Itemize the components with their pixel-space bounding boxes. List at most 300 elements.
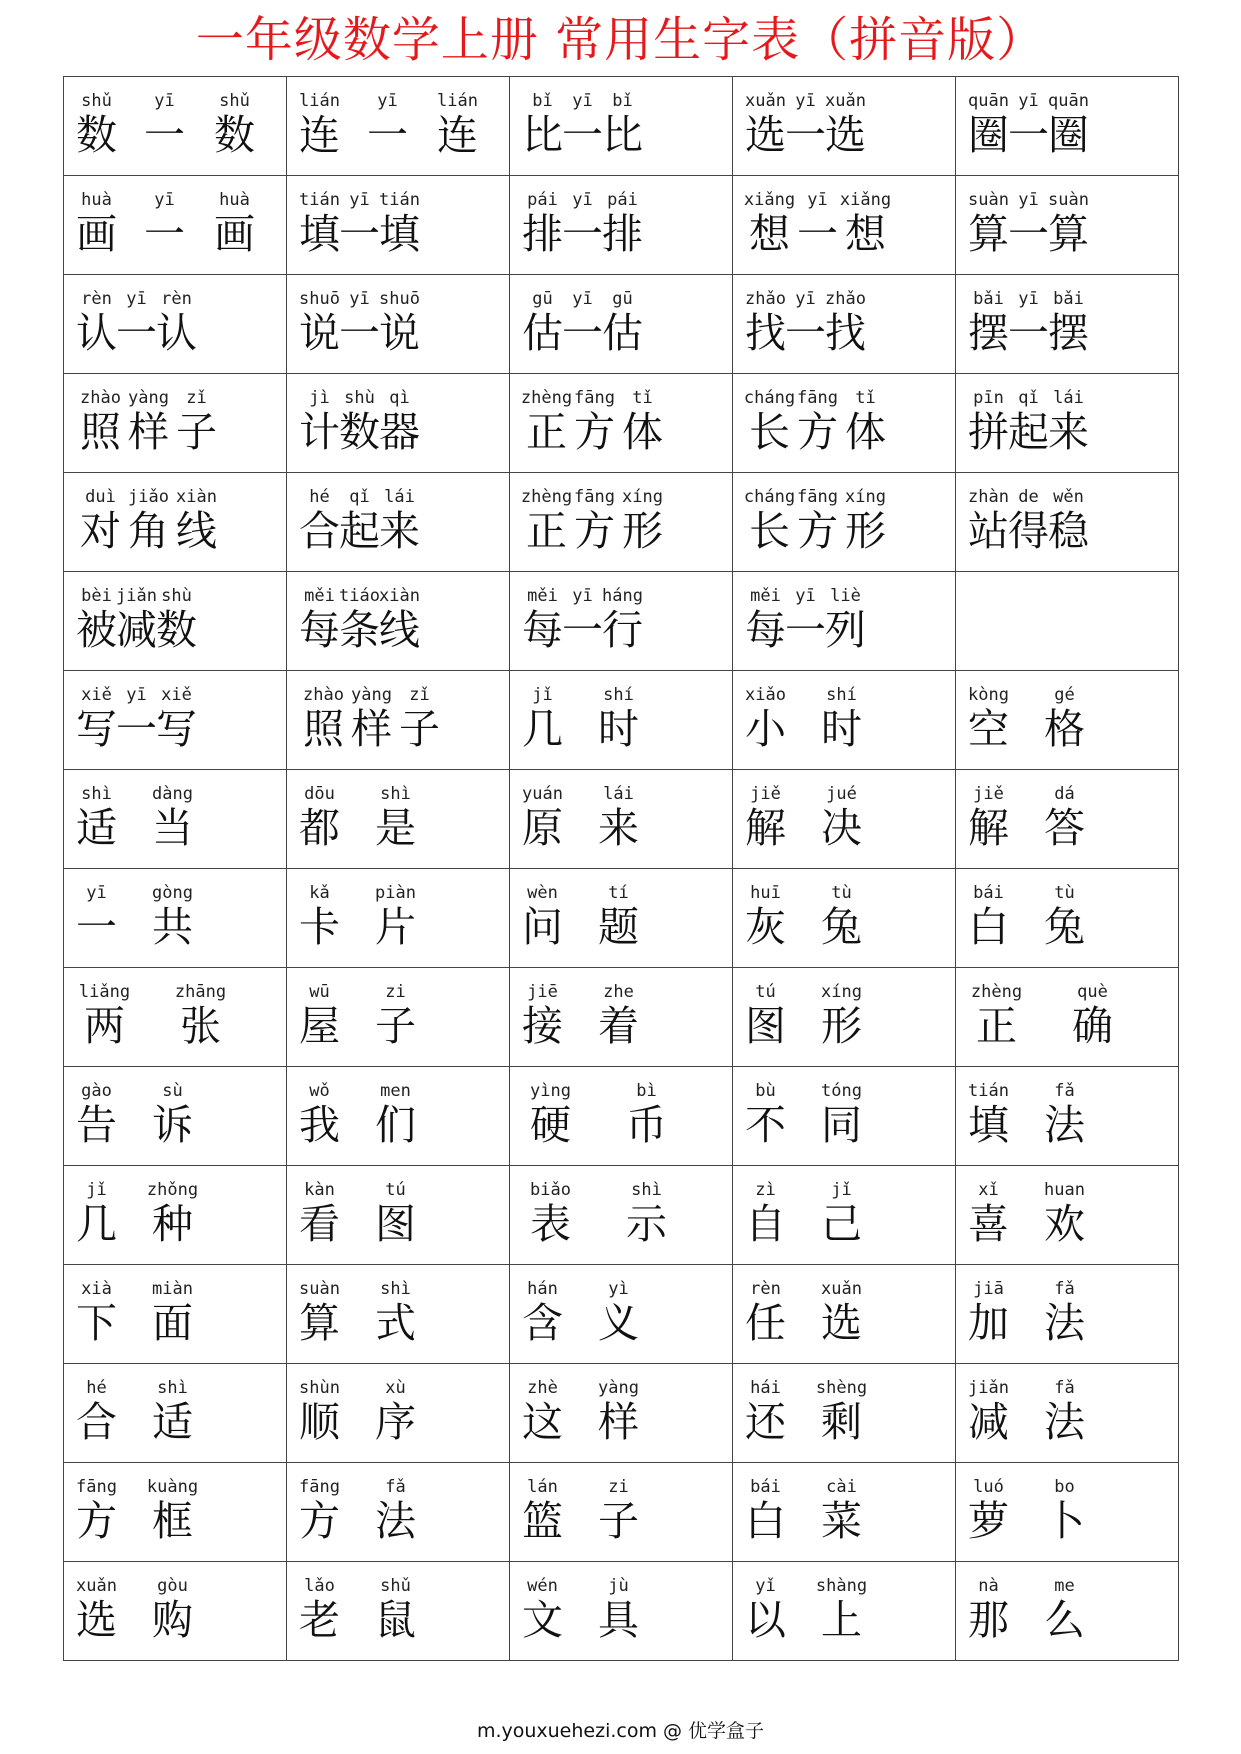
pinyin-label: zhèng — [520, 388, 573, 408]
cell-content — [510, 1166, 732, 1264]
hanzi-character: 白 — [968, 903, 1009, 951]
hanzi-character: 一 — [562, 210, 603, 258]
hanzi-character: 体 — [622, 408, 663, 456]
pinyin-label: yìng — [530, 1081, 571, 1101]
pinyin-label: tián — [379, 190, 420, 210]
hanzi-character: 上 — [821, 1596, 862, 1644]
pinyin-label: dōu — [304, 784, 335, 804]
pinyin-label: men — [380, 1081, 411, 1101]
table-row — [64, 1166, 1179, 1265]
hanzi-character: 排 — [602, 210, 643, 258]
hanzi-character: 说 — [299, 309, 340, 357]
vocabulary-cell — [510, 1364, 733, 1463]
vocabulary-cell — [510, 869, 733, 968]
hanzi-character: 解 — [745, 804, 786, 852]
hanzi-character: 写 — [156, 705, 197, 753]
pinyin-label: tǐ — [632, 388, 653, 408]
cell-content — [287, 374, 509, 472]
pinyin-label: zhǎo — [825, 289, 866, 309]
cell-content — [956, 374, 1178, 472]
pinyin-label: pái — [607, 190, 638, 210]
vocabulary-cell — [510, 1265, 733, 1364]
hanzi-character: 同 — [821, 1101, 862, 1149]
hanzi-character: 诉 — [152, 1101, 193, 1149]
pinyin-label: rèn — [161, 289, 192, 309]
vocabulary-cell — [733, 1067, 956, 1166]
hanzi-character: 数 — [76, 111, 117, 159]
cell-content — [510, 869, 732, 967]
pinyin-label: yī — [1018, 289, 1039, 309]
pinyin-label: kǎ — [309, 883, 330, 903]
pinyin-label: huan — [1044, 1180, 1085, 1200]
hanzi-character: 一 — [562, 606, 603, 654]
cell-content — [287, 1166, 509, 1264]
vocabulary-cell — [64, 671, 287, 770]
pinyin-label: miàn — [152, 1279, 193, 1299]
hanzi-character: 菜 — [821, 1497, 862, 1545]
hanzi-character: 子 — [399, 705, 440, 753]
table-row — [64, 473, 1179, 572]
vocabulary-cell — [287, 572, 510, 671]
hanzi-character: 对 — [80, 507, 121, 555]
hanzi-character: 连 — [437, 111, 478, 159]
hanzi-character: 画 — [76, 210, 117, 258]
vocabulary-cell — [287, 1562, 510, 1661]
pinyin-label: xǐ — [978, 1180, 999, 1200]
cell-content — [287, 572, 509, 670]
hanzi-character: 币 — [626, 1101, 667, 1149]
hanzi-character: 屋 — [299, 1002, 340, 1050]
hanzi-character: 来 — [598, 804, 639, 852]
hanzi-character: 们 — [375, 1101, 416, 1149]
hanzi-character: 样 — [351, 705, 392, 753]
hanzi-character: 以 — [745, 1596, 786, 1644]
pinyin-label: shì — [81, 784, 112, 804]
hanzi-character: 被 — [76, 606, 117, 654]
pinyin-label: tú — [385, 1180, 406, 1200]
pinyin-label: qǐ — [1018, 388, 1039, 408]
pinyin-label: gé — [1054, 685, 1075, 705]
cell-content — [510, 1067, 732, 1165]
hanzi-character: 估 — [602, 309, 643, 357]
pinyin-label: liè — [830, 586, 861, 606]
pinyin-label: kàn — [304, 1180, 335, 1200]
pinyin-label: zi — [385, 982, 406, 1002]
pinyin-label: yī — [795, 289, 816, 309]
hanzi-character: 一 — [144, 210, 185, 258]
hanzi-character: 找 — [745, 309, 786, 357]
pinyin-label: yuán — [522, 784, 563, 804]
cell-content — [64, 77, 286, 175]
pinyin-label: yàng — [351, 685, 392, 705]
table-row — [64, 77, 1179, 176]
hanzi-character: 方 — [797, 408, 838, 456]
vocabulary-cell — [64, 1463, 287, 1562]
cell-content — [956, 1463, 1178, 1561]
pinyin-label: měi — [304, 586, 335, 606]
hanzi-character: 欢 — [1044, 1200, 1085, 1248]
cell-content — [956, 1364, 1178, 1462]
vocabulary-cell — [733, 968, 956, 1067]
hanzi-character: 图 — [375, 1200, 416, 1248]
hanzi-character: 线 — [379, 606, 420, 654]
pinyin-label: shǔ — [81, 91, 112, 111]
pinyin-label: zhǒng — [146, 1180, 199, 1200]
cell-content — [510, 1364, 732, 1462]
pinyin-label: piàn — [375, 883, 416, 903]
cell-content — [510, 671, 732, 769]
pinyin-label: gào — [81, 1081, 112, 1101]
pinyin-label: fāng — [299, 1477, 340, 1497]
vocabulary-cell — [287, 770, 510, 869]
table-row — [64, 275, 1179, 374]
cell-content — [287, 1562, 509, 1660]
cell-content — [287, 77, 509, 175]
hanzi-character: 比 — [522, 111, 563, 159]
cell-content — [733, 869, 955, 967]
pinyin-label: zǐ — [186, 388, 207, 408]
pinyin-label: tù — [1054, 883, 1075, 903]
hanzi-character: 样 — [598, 1398, 639, 1446]
pinyin-label: měi — [527, 586, 558, 606]
vocabulary-cell — [956, 968, 1179, 1067]
pinyin-label: duì — [85, 487, 116, 507]
cell-content — [956, 1265, 1178, 1363]
vocabulary-cell — [510, 671, 733, 770]
pinyin-label: yī — [154, 91, 175, 111]
hanzi-character: 子 — [598, 1497, 639, 1545]
pinyin-label: qǐ — [349, 487, 370, 507]
vocabulary-cell — [733, 770, 956, 869]
pinyin-label: yī — [795, 91, 816, 111]
pinyin-label: nà — [978, 1576, 999, 1596]
pinyin-label: yī — [86, 883, 107, 903]
cell-content — [733, 176, 955, 274]
vocabulary-cell — [64, 1265, 287, 1364]
pinyin-label: zhèng — [970, 982, 1023, 1002]
vocabulary-cell — [733, 77, 956, 176]
cell-content — [510, 1562, 732, 1660]
pinyin-label: kòng — [968, 685, 1009, 705]
cell-content — [733, 1166, 955, 1264]
hanzi-character: 含 — [522, 1299, 563, 1347]
hanzi-character: 得 — [1008, 507, 1049, 555]
hanzi-character: 算 — [968, 210, 1009, 258]
cell-content — [733, 1364, 955, 1462]
vocabulary-cell — [733, 1166, 956, 1265]
hanzi-character: 顺 — [299, 1398, 340, 1446]
cell-content — [733, 671, 955, 769]
pinyin-label: lái — [384, 487, 415, 507]
vocabulary-cell — [287, 1067, 510, 1166]
pinyin-label: suàn — [299, 1279, 340, 1299]
vocabulary-cell — [956, 770, 1179, 869]
pinyin-label: gū — [612, 289, 633, 309]
cell-content — [287, 176, 509, 274]
cell-content — [733, 473, 955, 571]
vocabulary-cell — [510, 1562, 733, 1661]
hanzi-character: 灰 — [745, 903, 786, 951]
cell-content — [64, 374, 286, 472]
hanzi-character: 摆 — [968, 309, 1009, 357]
pinyin-label: bù — [755, 1081, 776, 1101]
hanzi-character: 角 — [128, 507, 169, 555]
hanzi-character: 当 — [152, 804, 193, 852]
pinyin-label: xiàn — [379, 586, 420, 606]
pinyin-label: shí — [603, 685, 634, 705]
pinyin-label: lái — [1053, 388, 1084, 408]
cell-content — [64, 1562, 286, 1660]
pinyin-label: shì — [631, 1180, 662, 1200]
hanzi-character: 确 — [1072, 1002, 1113, 1050]
pinyin-label: bǐ — [532, 91, 553, 111]
pinyin-label: tiáo — [339, 586, 380, 606]
vocabulary-cell — [64, 176, 287, 275]
pinyin-label: zì — [755, 1180, 776, 1200]
vocabulary-cell — [287, 77, 510, 176]
pinyin-label: cháng — [743, 487, 796, 507]
hanzi-character: 我 — [299, 1101, 340, 1149]
hanzi-character: 方 — [76, 1497, 117, 1545]
hanzi-character: 一 — [562, 111, 603, 159]
pinyin-label: lián — [299, 91, 340, 111]
cell-content — [287, 869, 509, 967]
vocabulary-cell — [510, 770, 733, 869]
hanzi-character: 决 — [821, 804, 862, 852]
hanzi-character: 说 — [379, 309, 420, 357]
cell-content — [733, 374, 955, 472]
pinyin-label: tǐ — [855, 388, 876, 408]
pinyin-label: zhàn — [968, 487, 1009, 507]
pinyin-label: yī — [572, 586, 593, 606]
hanzi-character: 卜 — [1044, 1497, 1085, 1545]
table-row — [64, 572, 1179, 671]
hanzi-character: 时 — [598, 705, 639, 753]
hanzi-character: 时 — [821, 705, 862, 753]
pinyin-label: tí — [608, 883, 629, 903]
pinyin-label: lǎo — [304, 1576, 335, 1596]
vocabulary-cell — [733, 374, 956, 473]
hanzi-character: 起 — [339, 507, 380, 555]
hanzi-character: 任 — [745, 1299, 786, 1347]
cell-content — [64, 1067, 286, 1165]
hanzi-character: 一 — [339, 210, 380, 258]
pinyin-label: xù — [385, 1378, 406, 1398]
vocabulary-cell — [64, 968, 287, 1067]
cell-content — [956, 1067, 1178, 1165]
hanzi-character: 告 — [76, 1101, 117, 1149]
cell-content — [733, 1463, 955, 1561]
hanzi-character: 填 — [379, 210, 420, 258]
hanzi-character: 不 — [745, 1101, 786, 1149]
pinyin-label: yī — [126, 289, 147, 309]
hanzi-character: 种 — [152, 1200, 193, 1248]
hanzi-character: 正 — [526, 408, 567, 456]
cell-content — [956, 671, 1178, 769]
pinyin-label: jiǎn — [116, 586, 157, 606]
hanzi-character: 起 — [1008, 408, 1049, 456]
vocabulary-cell — [287, 1166, 510, 1265]
cell-content — [510, 1463, 732, 1561]
vocabulary-cell — [956, 572, 1179, 671]
hanzi-character: 一 — [116, 705, 157, 753]
vocabulary-cell — [287, 869, 510, 968]
vocabulary-cell — [733, 869, 956, 968]
cell-content — [64, 1364, 286, 1462]
vocabulary-cell — [287, 968, 510, 1067]
table-row — [64, 1265, 1179, 1364]
hanzi-character: 图 — [745, 1002, 786, 1050]
hanzi-character: 一 — [1008, 111, 1049, 159]
vocabulary-cell — [510, 1067, 733, 1166]
pinyin-label: hé — [86, 1378, 107, 1398]
hanzi-character: 想 — [749, 210, 790, 258]
cell-content — [510, 1265, 732, 1363]
pinyin-label: jiě — [973, 784, 1004, 804]
vocabulary-cell — [510, 77, 733, 176]
hanzi-character: 算 — [1048, 210, 1089, 258]
cell-content — [64, 671, 286, 769]
hanzi-character: 认 — [156, 309, 197, 357]
cell-content — [510, 77, 732, 175]
pinyin-label: xiàn — [176, 487, 217, 507]
hanzi-character: 来 — [379, 507, 420, 555]
cell-content — [64, 1166, 286, 1264]
pinyin-label: jiē — [527, 982, 558, 1002]
cell-content — [733, 1562, 955, 1660]
pinyin-label: hái — [750, 1378, 781, 1398]
pinyin-label: yàng — [128, 388, 169, 408]
pinyin-label: pái — [527, 190, 558, 210]
vocabulary-cell — [510, 473, 733, 572]
pinyin-label: fāng — [797, 388, 838, 408]
cell-content — [733, 275, 955, 373]
hanzi-character: 接 — [522, 1002, 563, 1050]
hanzi-character: 圈 — [968, 111, 1009, 159]
hanzi-character: 正 — [526, 507, 567, 555]
hanzi-character: 示 — [626, 1200, 667, 1248]
cell-content — [733, 1067, 955, 1165]
pinyin-label: kuàng — [146, 1477, 199, 1497]
vocabulary-cell — [956, 1265, 1179, 1364]
pinyin-label: zhāng — [174, 982, 227, 1002]
table-row — [64, 1067, 1179, 1166]
pinyin-label: jué — [826, 784, 857, 804]
table-row — [64, 1364, 1179, 1463]
pinyin-label: shì — [380, 1279, 411, 1299]
pinyin-label: suàn — [968, 190, 1009, 210]
vocabulary-cell — [733, 1364, 956, 1463]
pinyin-label: biǎo — [530, 1180, 571, 1200]
cell-content — [287, 770, 509, 868]
vocabulary-cell — [733, 572, 956, 671]
hanzi-character: 白 — [745, 1497, 786, 1545]
pinyin-label: bì — [636, 1081, 657, 1101]
pinyin-label: xíng — [622, 487, 663, 507]
hanzi-character: 每 — [522, 606, 563, 654]
pinyin-label: dàng — [152, 784, 193, 804]
pinyin-label: qì — [389, 388, 410, 408]
pinyin-label: shuō — [299, 289, 340, 309]
hanzi-character: 题 — [598, 903, 639, 951]
pinyin-label: xiǎo — [745, 685, 786, 705]
vocabulary-cell — [64, 77, 287, 176]
cell-content — [64, 968, 286, 1066]
hanzi-character: 两 — [84, 1002, 125, 1050]
hanzi-character: 具 — [598, 1596, 639, 1644]
pinyin-label: huà — [219, 190, 250, 210]
vocabulary-cell — [510, 572, 733, 671]
hanzi-character: 篮 — [522, 1497, 563, 1545]
vocabulary-cell — [287, 473, 510, 572]
hanzi-character: 来 — [1048, 408, 1089, 456]
cell-content — [956, 473, 1178, 571]
hanzi-character: 面 — [152, 1299, 193, 1347]
pinyin-label: wěn — [1053, 487, 1084, 507]
pinyin-label: fāng — [797, 487, 838, 507]
hanzi-character: 减 — [968, 1398, 1009, 1446]
hanzi-character: 看 — [299, 1200, 340, 1248]
hanzi-character: 几 — [76, 1200, 117, 1248]
vocabulary-cell — [287, 1463, 510, 1562]
cell-content — [733, 968, 955, 1066]
hanzi-character: 原 — [522, 804, 563, 852]
hanzi-character: 比 — [602, 111, 643, 159]
hanzi-character: 法 — [1044, 1398, 1085, 1446]
pinyin-label: fāng — [574, 487, 615, 507]
hanzi-character: 文 — [522, 1596, 563, 1644]
pinyin-label: háng — [602, 586, 643, 606]
pinyin-label: fǎ — [1054, 1378, 1075, 1398]
vocabulary-cell — [510, 968, 733, 1067]
pinyin-label: quān — [968, 91, 1009, 111]
vocabulary-cell — [733, 1562, 956, 1661]
vocabulary-cell — [64, 473, 287, 572]
pinyin-label: lán — [527, 1477, 558, 1497]
pinyin-label: xiǎng — [743, 190, 796, 210]
pinyin-label: fāng — [76, 1477, 117, 1497]
vocabulary-cell — [733, 473, 956, 572]
hanzi-character: 写 — [76, 705, 117, 753]
pinyin-label: suàn — [1048, 190, 1089, 210]
hanzi-character: 一 — [785, 111, 826, 159]
hanzi-character: 加 — [968, 1299, 1009, 1347]
hanzi-character: 认 — [76, 309, 117, 357]
hanzi-character: 一 — [785, 309, 826, 357]
hanzi-character: 答 — [1044, 804, 1085, 852]
pinyin-label: wèn — [527, 883, 558, 903]
hanzi-character: 一 — [785, 606, 826, 654]
hanzi-character: 一 — [1008, 309, 1049, 357]
hanzi-character: 一 — [1008, 210, 1049, 258]
hanzi-character: 这 — [522, 1398, 563, 1446]
pinyin-label: zhè — [527, 1378, 558, 1398]
vocabulary-cell — [287, 1364, 510, 1463]
vocabulary-cell — [510, 1166, 733, 1265]
pinyin-label: pīn — [973, 388, 1004, 408]
hanzi-character: 一 — [339, 309, 380, 357]
pinyin-label: wū — [309, 982, 330, 1002]
hanzi-character: 一 — [144, 111, 185, 159]
pinyin-label: huà — [81, 190, 112, 210]
hanzi-character: 方 — [574, 408, 615, 456]
pinyin-label: jiā — [973, 1279, 1004, 1299]
vocabulary-cell — [287, 671, 510, 770]
hanzi-character: 义 — [598, 1299, 639, 1347]
hanzi-character: 方 — [574, 507, 615, 555]
hanzi-character: 选 — [821, 1299, 862, 1347]
vocabulary-cell — [733, 671, 956, 770]
